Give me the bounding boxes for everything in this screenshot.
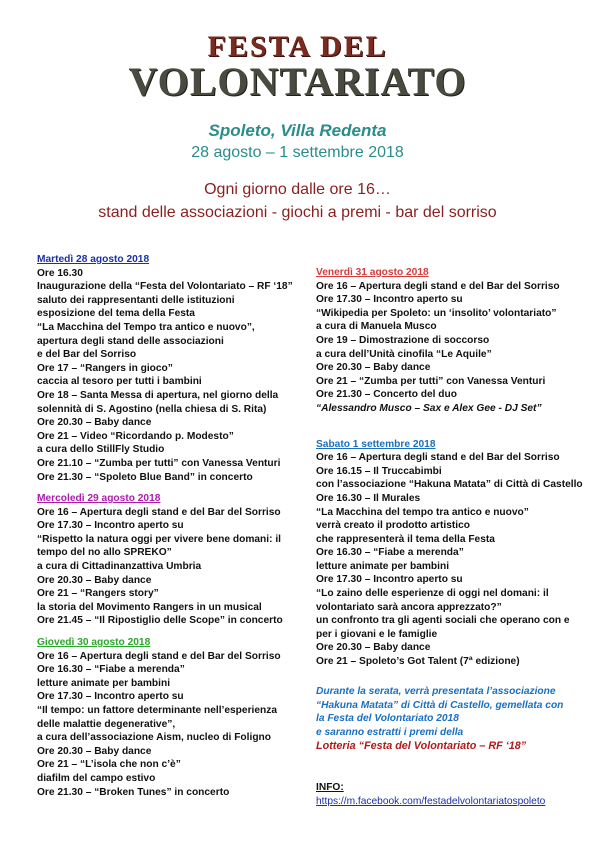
program-line: “Wikipedia per Spoleto: un ‘insolito’ volontariato”: [316, 307, 557, 319]
program-line: Ore 21.45 – “Il Ripostiglio delle Scope” in concerto: [37, 615, 283, 627]
location: Spoleto, Villa Redenta: [208, 121, 387, 140]
program-line: Ore 16.15 – Il Truccabimbi: [316, 465, 442, 477]
program-line: per i giovani e le famiglie: [316, 628, 438, 640]
program-line: Ore 17.30 – Incontro aperto su: [316, 574, 463, 586]
program-line: a cura di Cittadinanzattiva Umbria: [37, 561, 202, 573]
program-line: la storia del Movimento Rangers in un musical: [37, 601, 262, 613]
program-line: Ore 16.30 – Il Murales: [316, 492, 421, 504]
program-line: Ore 16.30 – “Fiabe a merenda”: [316, 547, 464, 559]
program-line: a cura di Manuela Musco: [316, 321, 437, 333]
program-line: volontariato sarà ancora apprezzato?”: [316, 601, 502, 613]
program-line: Ore 21.10 – “Zumba per tutti” con Vanessa Venturi: [37, 457, 281, 469]
event-dates: 28 agosto – 1 settembre 2018: [191, 144, 404, 161]
program-line: a cura dell’Unità cinofila “Le Aquile”: [316, 348, 492, 360]
day-block-saturday: [316, 438, 583, 669]
day-block-wednesday: [37, 492, 297, 628]
program-line: Ore 20.30 – Baby dance: [316, 362, 431, 374]
day-block-tuesday: [37, 253, 297, 484]
facebook-link[interactable]: https://m.facebook.com/festadelvolontariatospoleto: [316, 796, 546, 807]
program-line: Ore 16 – Apertura degli stand e del Bar del Sorriso: [316, 280, 560, 292]
program-line: Ore 16.30 – “Fiabe a merenda”: [37, 664, 185, 676]
day-heading: Martedì 28 agosto 2018: [37, 254, 150, 265]
program-line: Ore 18 – Santa Messa di apertura, nel giorno della: [37, 389, 279, 401]
program-line: Ore 21 – Video “Ricordando p. Modesto”: [37, 430, 234, 442]
program-line: un confronto tra gli agenti sociali che operano con e: [316, 615, 570, 627]
right-column: [316, 266, 583, 669]
title-festa-del: FESTA DEL: [207, 30, 388, 63]
program-line: Ore 17 – “Rangers in gioco”: [37, 362, 173, 374]
program-line: Ore 16 – Apertura degli stand e del Bar del Sorriso: [37, 506, 281, 518]
program-line: solennità di S. Agostino (nella chiesa di S. Rita): [37, 403, 267, 415]
program-line: e del Bar del Sorriso: [37, 349, 137, 361]
day-heading: Mercoledì 29 agosto 2018: [37, 493, 161, 505]
lottery-title: Lotteria “Festa del Volontariato – RF ‘18”: [316, 740, 527, 752]
program-line: a cura dello StillFly Studio: [37, 444, 165, 456]
program-line: Ore 17.30 – Incontro aperto su: [316, 294, 463, 306]
program-line: “Rispetto la natura oggi per vivere bene domani: il: [37, 533, 281, 545]
note-line: e saranno estratti i premi della: [316, 726, 464, 738]
program-line: a cura dell’associazione Aism, nucleo di Foligno: [37, 732, 271, 744]
day-heading: Venerdì 31 agosto 2018: [316, 267, 429, 278]
day-block-thursday: [37, 636, 297, 799]
program-line: che rappresenterà il tema della Festa: [316, 533, 495, 545]
program-line: Ore 21 – “Zumba per tutti” con Vanessa Venturi: [316, 375, 546, 387]
program-line: “Il tempo: un fattore determinante nell’esperienza: [37, 705, 278, 716]
program-line: Ore 19 – Dimostrazione di soccorso: [316, 334, 490, 346]
program-line: caccia al tesoro per tutti i bambini: [37, 376, 202, 388]
program-line: “La Macchina del Tempo tra antico e nuovo”,: [37, 321, 255, 333]
program-line: esposizione del tema della Festa: [37, 308, 195, 320]
daily-intro: Ogni giorno dalle ore 16…: [204, 181, 391, 198]
program-line: apertura degli stand delle associazioni: [37, 335, 224, 347]
program-line: “Lo zaino delle esperienze di oggi nel domani: il: [316, 588, 549, 600]
info-section: [316, 781, 545, 809]
program-line: Ore 16.30: [37, 267, 83, 279]
program-line: Ore 21 – “Rangers story”: [37, 588, 159, 600]
evening-note: [316, 685, 578, 739]
title-volontariato: VOLONTARIATO: [128, 59, 467, 104]
program-line: Ore 17.30 – Incontro aperto su: [37, 691, 184, 703]
program-line: Ore 16 – Apertura degli stand e del Bar del Sorriso: [316, 452, 560, 464]
program-line: letture animate per bambini: [37, 677, 171, 689]
day-heading: Giovedì 30 agosto 2018: [37, 637, 151, 649]
program-line: Ore 21.30 – Concerto del duo: [316, 389, 457, 401]
program-line: Ore 20.30 – Baby dance: [316, 642, 431, 654]
program-line: Inaugurazione della “Festa del Volontariato – RF ‘18”: [37, 281, 293, 293]
program-line: Ore 17.30 – Incontro aperto su: [37, 520, 184, 532]
day-heading: Sabato 1 settembre 2018: [316, 438, 436, 450]
program-line: letture animate per bambini: [316, 560, 450, 572]
program-line: saluto dei rappresentanti delle istituzioni: [37, 294, 235, 306]
program-line: “La Macchina del tempo tra antico e nuovo”: [316, 506, 529, 518]
program-line: Ore 16 – Apertura degli stand e del Bar del Sorriso: [37, 650, 281, 662]
left-column: [37, 253, 297, 799]
program-line: tempo del no allo SPREKO”: [37, 547, 172, 559]
program-line: con l’associazione “Hakuna Matata” di Città di Castello: [316, 479, 583, 491]
note-line: Durante la serata, verrà presentata l’associazione: [316, 686, 556, 697]
program-line: diafilm del campo estivo: [37, 772, 156, 784]
program-line: “Alessandro Musco – Sax e Alex Gee - DJ Set”: [316, 402, 542, 414]
note-line: “Hakuna Matata” di Città di Castello, gemellata con: [316, 699, 564, 711]
day-block-friday: [316, 266, 578, 416]
program-line: Ore 20.30 – Baby dance: [37, 745, 152, 757]
info-label: INFO:: [316, 782, 344, 793]
program-line: Ore 21.30 – “Spoleto Blue Band” in concerto: [37, 471, 253, 483]
program-line: delle malattie degenerative”,: [37, 718, 176, 730]
program-line: Ore 21 – Spoleto’s Got Talent (7ª edizione): [316, 656, 520, 668]
program-line: Ore 20.30 – Baby dance: [37, 574, 152, 586]
program-line: Ore 21 – “L’isola che non c’è”: [37, 759, 181, 771]
note-line: la Festa del Volontariato 2018: [316, 713, 459, 725]
program-line: Ore 21.30 – “Broken Tunes” in concerto: [37, 786, 230, 798]
program-line: Ore 20.30 – Baby dance: [37, 417, 152, 429]
program-line: verrà creato il prodotto artistico: [316, 520, 470, 532]
daily-activities: stand delle associazioni - giochi a premi - bar del sorriso: [98, 204, 497, 221]
